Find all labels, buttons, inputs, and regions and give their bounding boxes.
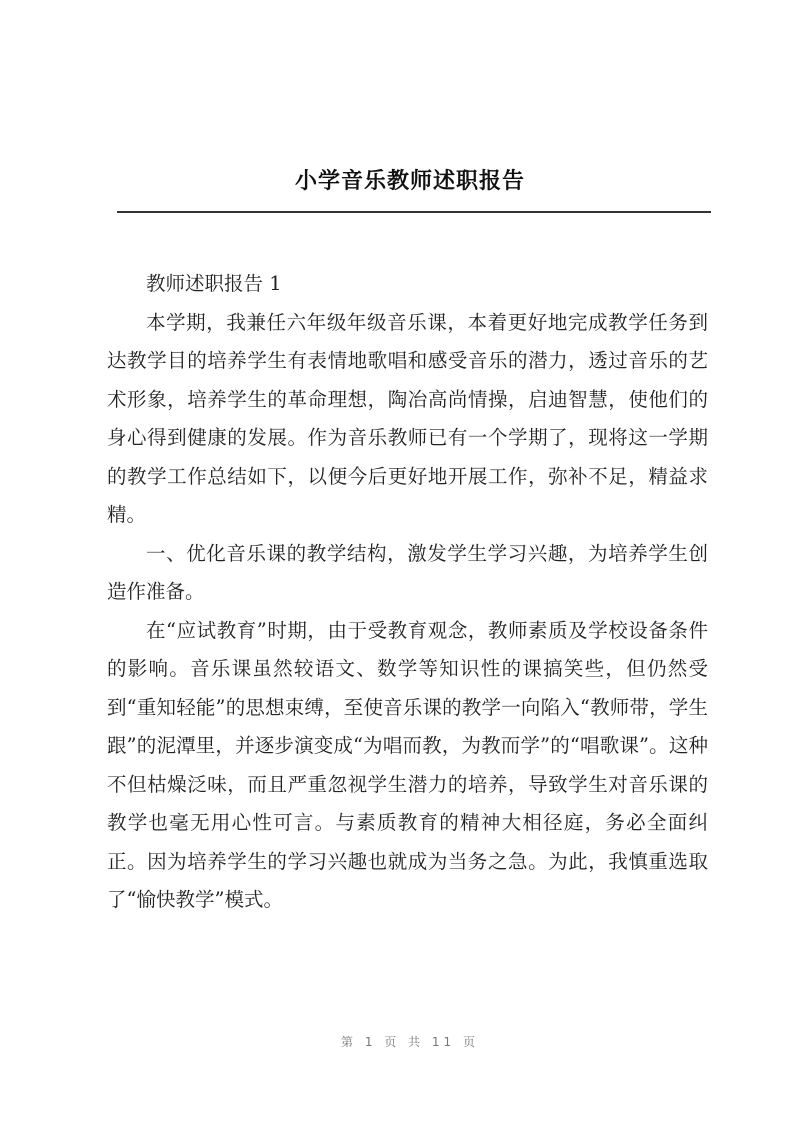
body-paragraph: 在“应试教育”时期，由于受教育观念，教师素质及学校设备条件的影响。音乐课虽然较语文、数学等知识性的课搞笑些，但仍然受到“重知轻能”的思想束缚，至使音乐课的教学一向陷入“教师带，学生跟”的泥潭里，并逐步演变成“为唱而教，为教而学”的“唱歌课”。这种不但枯燥泛味，而且严重忽视学生潜力的培养，导致学生对音乐课的教学也毫无用心性可言。与素质教育的精神大相径庭，务必全面纠正。因为培养学生的学习兴趣也就成为当务之急。为此，我慎重选取了“愉快教学”模式。 (107, 618, 708, 911)
document-body (107, 265, 708, 920)
section-heading: 教师述职报告 1 (146, 272, 282, 295)
page-title: 小学音乐教师述职报告 (294, 168, 525, 194)
title-divider (117, 211, 711, 213)
body-paragraph: 一、优化音乐课的教学结构，激发学生学习兴趣，为培养学生创造作准备。 (107, 541, 708, 603)
page-number-footer: 第 1 页 共 11 页 (341, 1035, 479, 1049)
body-paragraph: 本学期，我兼任六年级年级音乐课，本着更好地完成教学任务到达教学目的培养学生有表情地歌唱和感受音乐的潜力，透过音乐的艺术形象，培养学生的革命理想，陶冶高尚情操，启迪智慧，使他们的身心得到健康的发展。作为音乐教师已有一个学期了，现将这一学期的教学工作总结如下，以便今后更好地开展工作，弥补不足，精益求精。 (107, 310, 708, 526)
